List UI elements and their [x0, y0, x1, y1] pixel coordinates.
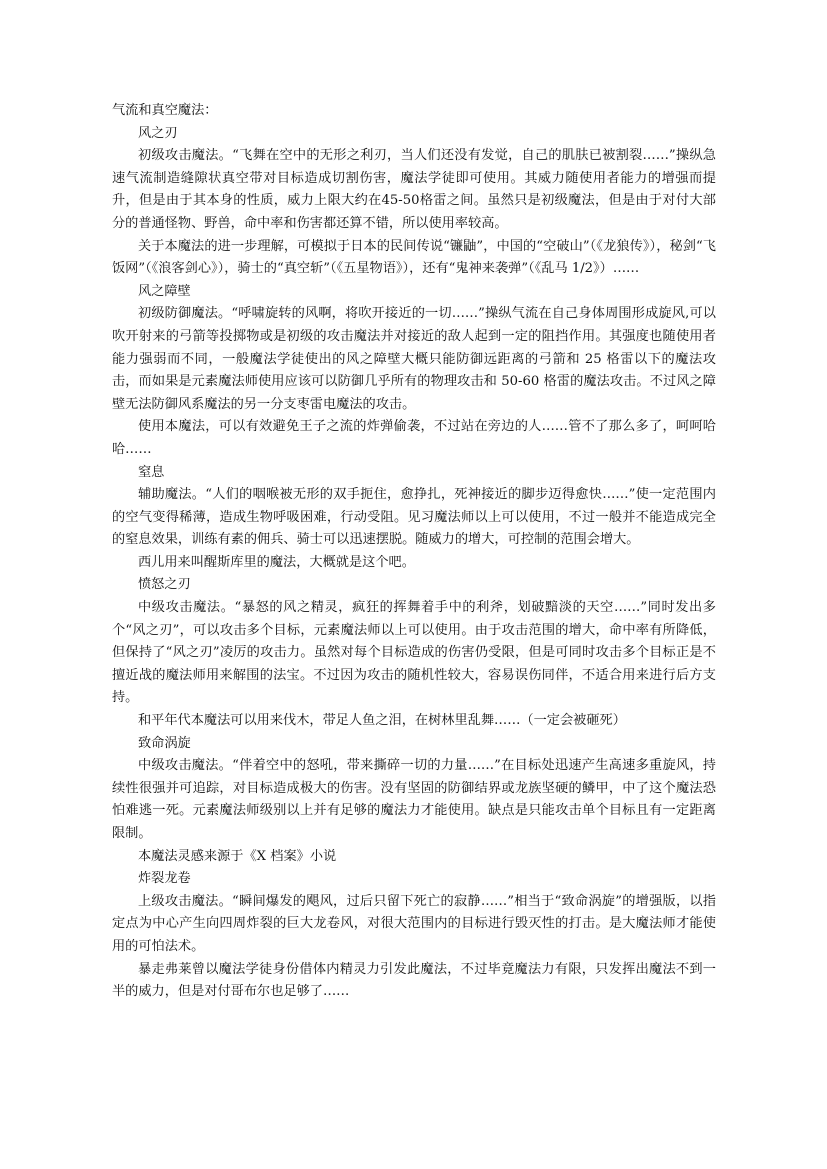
paragraph: 初级攻击魔法。“飞舞在空中的无形之利刃，当人们还没有发觉，自己的肌肤已被割裂……”操纵急速气流制造缝隙状真空带对目标造成切割伤害，魔法学徒即可使用。其威力随使用者能力的增强而提升，但是由于其本身的性质，威力上限大约在45-50格雷之间。虽然只是初级魔法，但是由于对付大部分的普通怪物、野兽，命中率和伤害都还算不错，所以使用率较高。 [112, 148, 716, 231]
paragraph: 西儿用来叫醒斯库里的魔法，大概就是这个吧。 [138, 554, 415, 570]
inspiration-note: 本魔法灵感来源于《X 档案》小说 [138, 848, 337, 864]
spell-name-wind-barrier: 风之障壁 [138, 283, 191, 299]
paragraph: 暴走弗莱曾以魔法学徒身份借体内精灵力引发此魔法，不过毕竟魔法力有限，只发挥出魔法不到一半的威力，但是对付哥布尔也足够了…… [112, 961, 716, 1000]
spell-name-deadly-vortex: 致命涡旋 [138, 735, 191, 751]
paragraph: 初级防御魔法。“呼啸旋转的风啊，将吹开接近的一切……”操纵气流在自己身体周围形成旋风,可以吹开射来的弓箭等投掷物或是初级的攻击魔法并对接近的敌人起到一定的阻挡作用。其强度也随使用者能力强弱而不同，一般魔法学徒使出的风之障壁大概只能防御远距离的弓箭和 25 格雷以下的魔法攻击，而如果是元素魔法师使用应该可以防御几乎所有的物理攻击和 50-60 格雷的魔法攻击。不过风之障壁无法防御风系魔法的另一分支枣雷电魔法的攻击。 [112, 306, 716, 412]
spell-name-suffocation: 窒息 [138, 464, 165, 480]
section-title: 气流和真空魔法： [112, 103, 218, 118]
paragraph: 上级攻击魔法。“瞬间爆发的飓风，过后只留下死亡的寂静……”相当于“致命涡旋”的增强版，以指定点为中心产生向四周炸裂的巨大龙卷风，对很大范围内的目标进行毁灭性的打击。是大魔法师才能使用的可怕法术。 [112, 893, 716, 954]
paragraph: 中级攻击魔法。“伴着空中的怒吼，带来撕碎一切的力量……”在目标处迅速产生高速多重旋风，持续性很强并可追踪，对目标造成极大的伤害。没有坚固的防御结界或龙族坚硬的鳞甲，中了这个魔法恐怕难逃一死。元素魔法师级别以上并有足够的魔法力才能使用。缺点是只能攻击单个目标且有一定距离限制。 [112, 758, 716, 841]
paragraph: 使用本魔法，可以有效避免王子之流的炸弹偷袭，不过站在旁边的人……管不了那么多了，呵呵哈哈…… [112, 419, 716, 457]
paragraph: 和平年代本魔法可以用来伐木，带足人鱼之泪，在树林里乱舞……（一定会被砸死） [138, 713, 626, 729]
paragraph: 关于本魔法的进一步理解，可模拟于日本的民间传说“镰鼬”，中国的“空破山”（《龙狼传》），秘剑“飞饭网”（《浪客剑心》），骑士的“真空斩”（《五星物语》），还有“鬼神来袭弹”（《乱马 1/2》）…… [112, 238, 716, 277]
spell-name-bursting-tornado: 炸裂龙卷 [138, 871, 191, 887]
spell-name-fury-blade: 愤怒之刃 [138, 577, 191, 593]
document-page [112, 100, 716, 1004]
paragraph: 中级攻击魔法。“暴怒的风之精灵，疯狂的挥舞着手中的利斧，划破黯淡的天空……”同时发出多个“风之刃”，可以攻击多个目标，元素魔法师以上可以使用。由于攻击范围的增大，命中率有所降低，但保持了“风之刃”凌厉的攻击力。虽然对每个目标造成的伤害仍受限，但是可同时攻击多个目标正是不擅近战的魔法师用来解围的法宝。不过因为攻击的随机性较大，容易误伤同伴，不适合用来进行后方支持。 [112, 600, 716, 706]
paragraph: 辅助魔法。“人们的咽喉被无形的双手扼住，愈挣扎，死神接近的脚步迈得愈快……”使一定范围内的空气变得稀薄，造成生物呼吸困难，行动受阻。见习魔法师以上可以使用，不过一般并不能造成完全的窒息效果，训练有素的佣兵、骑士可以迅速摆脱。随威力的增大，可控制的范围会增大。 [112, 487, 716, 548]
spell-name-wind-blade: 风之刃 [138, 125, 178, 141]
